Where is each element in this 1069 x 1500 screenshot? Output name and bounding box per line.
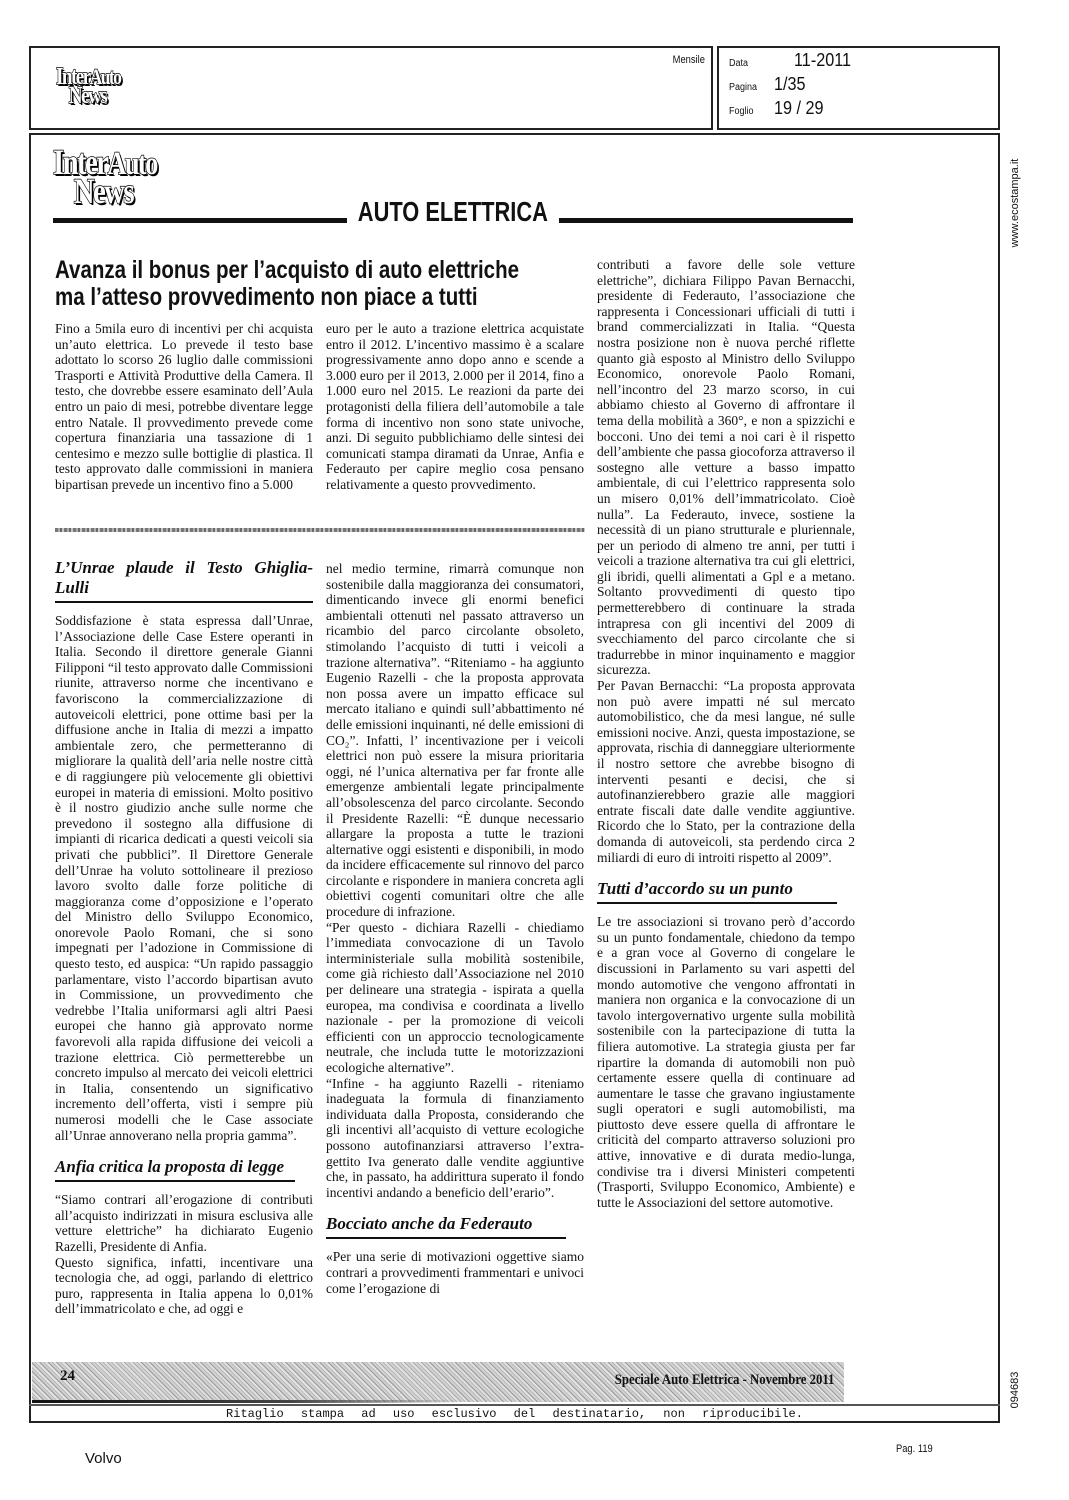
section-header	[53, 197, 853, 227]
meta-label: Data	[729, 58, 749, 69]
column-3	[597, 257, 855, 1210]
header-publication-box	[29, 46, 713, 130]
column-2	[326, 561, 584, 1296]
federauto-body: «Per una serie di motivazioni oggettive siamo contrari a provvedimenti frammentari e univoci come l’erogazione di	[326, 1249, 584, 1296]
section-title: AUTO ELETTRICA	[357, 196, 549, 227]
meta-value: 1/35	[774, 74, 806, 94]
side-url: www.ecostampa.it	[1009, 158, 1021, 247]
section-rule-left	[53, 218, 347, 223]
publication-logo-large: InterAuto News	[53, 142, 157, 212]
subhead-anfia: Anfia critica la proposta di legge	[55, 1157, 295, 1182]
anfia-body-p1: “Siamo contrari all’erogazione di contributi all’acquisto indirizzati in misura esclusiva alle vetture elettriche” ha dichiarato Eugenio Razelli, Presidente di Anfia.	[55, 1192, 313, 1254]
intro-column-2: euro per le auto a trazione elettrica acquistate entro il 2012. L’incentivo massimo è a scalare progressivamente anno dopo anno e scende a 3.000 euro per il 2013, 2.000 per il 2014, fino a 1.000 euro nel 2015. Le reazioni da parte dei protagonisti della filiera dell’automobile a tale forma di incentivo non sono state univoche, anzi. Di seguito pubblichiamo delle sintesi dei comunicati stampa diramati da Unrae, Anfia e Federauto per capire meglio cosa pensano relativamente a questo provvedimento.	[326, 321, 584, 492]
subhead-accordo: Tutti d’accordo su un punto	[597, 879, 837, 904]
section-rule-right	[559, 218, 853, 223]
article-headline: Avanza il bonus per l’acquisto di auto elettriche ma l’atteso provvedimento non piace a tutti	[55, 256, 520, 311]
magazine-footer-strip	[32, 1362, 844, 1402]
federauto-col3-p2: Per Pavan Bernacchi: “La proposta approvata non può avere impatti né sul mercato automobilistico, che da mesi langue, né sulle emissioni nocive. Anzi, questa impostazione, se approvata, rischia di danneggiare ulteriormente il nostro settore che avrebbe bisogno di interventi pesanti e decisi, che si autofinanzierebbero grazie alle maggiori entrate fiscali date dalle vendite aggiuntive. Ricordo che lo Stato, per la contrazione della domanda di autoveicoli, sta perdendo circa 2 miliardi di euro di introiti rispetto al 2009”.	[597, 678, 855, 865]
separator-rule	[55, 528, 585, 532]
publication-logo-small: InterAuto News	[56, 64, 121, 110]
unrae-body: Soddisfazione è stata espressa dall’Unrae, l’Associazione delle Case Estere operanti in Italia. Secondo il direttore generale Gianni Filipponi “il testo approvato dalle Commissioni riunite, attraverso norme che incentivano e favoriscono la commercializzazione di autoveicoli elettrici, pone ottime basi per la diffusione anche in Italia di mezzi a impatto ambientale zero, che permetteranno di migliorare la qualità dell’aria nelle nostre città e di raggiungere più velocemente gli obiettivi europei in materia di emissioni. Molto positivo è il nostro giudizio anche sulle norme che prevedono il sostegno alla diffusione di impianti di ricarica dedicati a questi veicoli sia privati che pubblici”. Il Direttore Generale dell’Unrae ha voluto sottolineare il prezioso lavoro svolto dalle forze politiche di maggioranza come d’opposizione e l’operato del Ministro dello Sviluppo Economico, onorevole Paolo Romani, che si sono impegnati per l’adozione in Commissione di questo testo, ed auspica: “Un rapido passaggio parlamentare, visto l’accordo bipartisan avuto in Commissione, un provvedimento che vedrebbe l’Italia uniformarsi agli altri Paesi europei che hanno già approvato norme favorevoli alla rapida diffusione dei veicoli a trazione elettrica. Ciò permetterebbe un concreto impulso al mercato dei veicoli elettrici in Italia, consentendo un significativo incremento dell’offerta, visti i sempre più numerosi modelli che le Case associate all’Unrae annoverano nella propria gamma”.	[55, 613, 313, 1143]
anfia-col2-p1: nel medio termine, rimarrà comunque non sostenibile dalla maggioranza dei consumatori, dimenticando invece gli enormi benefici ambientali ottenuti nel passato attraverso un ricambio del parco circolante obsoleto, stimolando l’acquisto di tutti i veicoli a trazione alternativa”. “Riteniamo - ha aggiunto Eugenio Razelli - che la proposta approvata non possa avere un impatto efficace sul mercato italiano e quindi sull’abbattimento né delle emissioni inquinanti, né delle emissioni di CO₂”. Infatti, l’ incentivazione per i veicoli elettrici non può essere la misura prioritaria oggi, né l’unica alternativa per far fronte alle emergenze ambientali legate principalmente all’obsolescenza del parco circolante. Secondo il Presidente Razelli: “È dunque necessario allargare la proposta a tutte le trazioni alternative oggi esistenti e disponibili, in modo da incidere efficacemente sul rinnovo del parco circolante e rispondere in maniera concreta agli obiettivi cogenti comunitari oltre che alle procedure di infrazione.	[326, 561, 584, 920]
magazine-issue: Speciale Auto Elettrica - Novembre 2011	[614, 1372, 834, 1388]
meta-label: Foglio	[729, 106, 754, 117]
meta-value: 11-2011	[794, 50, 852, 70]
client-name: Volvo	[85, 1450, 122, 1467]
frequency-label: Mensile	[672, 54, 705, 66]
header-meta-box	[717, 46, 1000, 130]
anfia-col2-p3: “Infine - ha aggiunto Razelli - riteniamo inadeguata la formula di finanziamento individuata dalla Proposta, considerando che gli incentivi all’acquisto di vetture ecologiche possono autofinanziarsi attraverso l’extra-gettito Iva generato dalle vendite aggiuntive che, in passato, ha addirittura superato il fondo incentivi andando a beneficio dell’erario”.	[326, 1075, 584, 1200]
anfia-body-p2: Questo significa, infatti, incentivare una tecnologia che, ad oggi, parlando di elettrico puro, rappresenta in Italia appena lo 0,01% dell’immatricolato e che, ad oggi e	[55, 1254, 313, 1317]
meta-row-foglio	[729, 98, 829, 119]
meta-row-data	[729, 50, 857, 71]
intro-column-1: Fino a 5mila euro di incentivi per chi acquista un’auto elettrica. Lo prevede il testo base adottato lo scorso 26 luglio dalle commissioni Trasporti e Attività Produttive della Camera. Il testo, che dovrebbe essere esaminato dell’Aula entro un paio di mesi, potrebbe diventare legge entro Natale. Il provvedimento prevede come copertura finanziaria una tassazione di 1 centesimo e mezzo sulle bottiglie di plastica. Il testo approvato dalle commissioni in maniera bipartisan prevede un incentivo fino a 5.000	[55, 321, 313, 492]
subhead-federauto: Bocciato anche da Federauto	[326, 1214, 566, 1239]
accordo-body: Le tre associazioni si trovano però d’accordo su un punto fondamentale, chiedono da tempo e a gran voce al Governo di congelare le discussioni in Parlamento su vari aspetti del mondo automotive che vengono affrontati in maniera non organica e la convocazione di un tavolo intergovernativo urgente sulla mobilità sostenibile con la partecipazione di tutta la filiera automotive. La strategia giusta per far ripartire la domanda di automobili non può certamente essere quella di continuare ad aumentare le tasse che gravano ingiustamente sugli operatori e sugli automobilisti, ma piuttosto deve essere quella di affrontare le criticità del comparto attraverso soluzioni pro attive, innovative e di durata medio-lunga, condivise tra i diversi Ministeri competenti (Trasporti, Sviluppo Economico, Ambiente) e tutte le Associazioni del settore automotive.	[597, 914, 855, 1210]
meta-value: 19 / 29	[774, 98, 824, 118]
anfia-col2-p2: “Per questo - dichiara Razelli - chiediamo l’immediata convocazione di un Tavolo interministeriale sulla mobilità sostenibile, come già richiesto dall’Associazione nel 2010 per delineare una strategia - ispirata a quella europea, ma condivisa e coordinata a livello nazionale - per la promozione di veicoli efficienti con un approccio tecnologicamente neutrale, che includa tutte le motorizzazioni ecologiche alternative”.	[326, 919, 584, 1075]
meta-label: Pagina	[729, 82, 758, 93]
column-1	[55, 558, 313, 1317]
side-code: 094683	[1009, 1371, 1021, 1409]
meta-row-pagina	[729, 74, 809, 95]
subhead-unrae: L’Unrae plaude il Testo Ghiglia-Lulli	[55, 558, 313, 603]
footer-rule	[32, 1400, 462, 1403]
magazine-page-number: 24	[60, 1368, 75, 1384]
page-reference: Pag. 119	[896, 1443, 933, 1455]
federauto-col3-p1: contributi a favore delle sole vetture elettriche”, dichiara Filippo Pavan Bernacchi, presidente di Federauto, l’associazione che rappresenta i Concessionari ufficiali di tutti i brand commercializzati in Italia. “Questa nostra posizione non è nuova perché riflette quanto già esposto al Ministro dello Sviluppo Economico, onorevole Paolo Romani, nell’incontro del 23 marzo scorso, in cui abbiamo chiesto al Governo di affrontare il tema della mobilità a 360°, e non a spizzichi e bocconi. Uno dei temi a noi cari è il rispetto dell’ambiente che passa giocoforza attraverso il sostegno alle vetture a basso impatto ambientale, di cui l’elettrico rappresenta solo un misero 0,01% dell’immatricolato. Cioè nulla”. La Federauto, invece, sostiene la necessità di un piano strutturale e pluriennale, per un periodo di almeno tre anni, per tutti i veicoli a trazione alternativa tra cui gli elettrici, gli ibridi, quelli alimentati a Gpl e a metano. Soltanto provvedimenti di questo tipo permetterebbero di continuare la strada intrapresa con gli incentivi del 2009 di svecchiamento del parco circolante che si tradurrebbe in minor inquinamento e maggior sicurezza.	[597, 257, 855, 678]
disclaimer: Ritaglio stampa ad uso esclusivo del destinatario, non riproducibile.	[226, 1407, 803, 1421]
